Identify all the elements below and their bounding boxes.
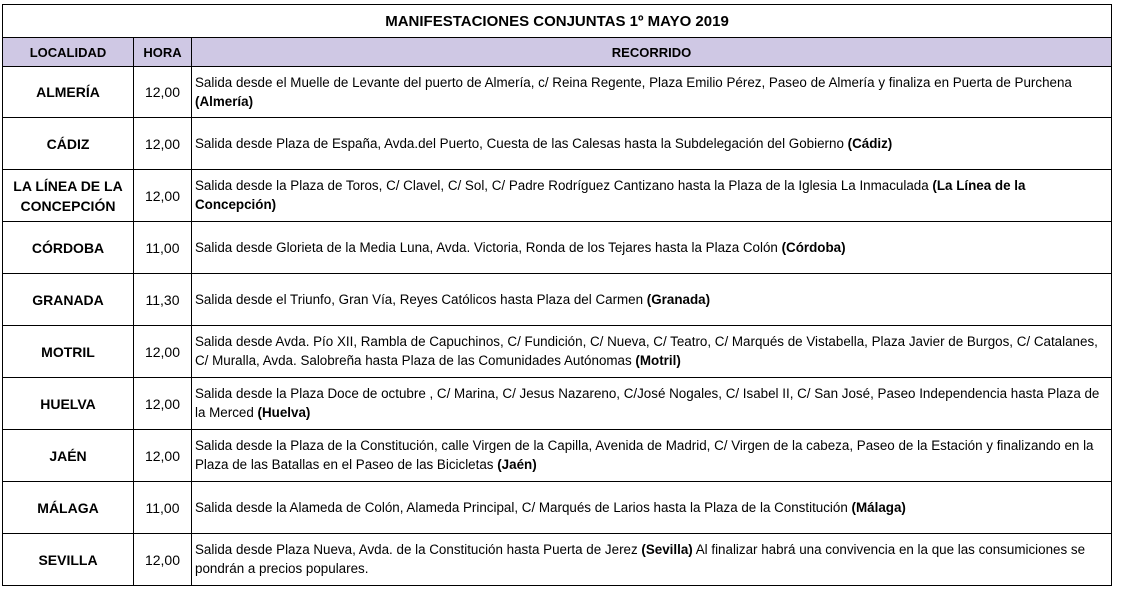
header-recorrido: RECORRIDO: [192, 38, 1112, 67]
localidad-cell: JAÉN: [3, 430, 134, 482]
recorrido-text: Salida desde Avda. Pío XII, Rambla de Capuchinos, C/ Fundición, C/ Nueva, C/ Teatro, C/ Marqués de Vistabella, Plaza Javier de Burgos, C/ Catalanes, C/ Muralla, Avda. Salobreña hasta Plaza de las Comunidades Autónomas: [195, 334, 1098, 368]
localidad-cell: HUELVA: [3, 378, 134, 430]
localidad-cell: LA LÍNEA DE LA CONCEPCIÓN: [3, 170, 134, 222]
recorrido-place: (Almería): [195, 93, 254, 109]
recorrido-place: (Huelva): [257, 405, 311, 420]
header-row: [3, 38, 1112, 67]
recorrido-cell: [192, 534, 1112, 586]
recorrido-place: (Motril): [635, 353, 681, 368]
table-row: [3, 274, 1112, 326]
recorrido-place: (Sevilla): [641, 542, 693, 557]
recorrido-place: (La Línea de la Concepción): [195, 178, 1026, 212]
recorrido-cell: [192, 274, 1112, 326]
recorrido-text: Salida desde la Plaza de la Constitución, calle Virgen de la Capilla, Avenida de Madrid, C/ Virgen de la cabeza, Paseo de la Estación y finalizando en la Plaza de las Batallas en el Paseo de las Bicicletas: [195, 438, 1094, 472]
recorrido-text: Salida desde el Triunfo, Gran Vía, Reyes Católicos hasta Plaza del Carmen: [195, 291, 647, 307]
table-row: [3, 482, 1112, 534]
recorrido-extra: Al finalizar habrá una convivencia en la que las consumiciones se pondrán a precios populares.: [195, 542, 1086, 576]
recorrido-text: Salida desde la Alameda de Colón, Alameda Principal, C/ Marqués de Larios hasta la Plaza de la Constitución: [195, 499, 852, 515]
table-row: [3, 222, 1112, 274]
hora-cell: 12,00: [134, 430, 192, 482]
recorrido-text: Salida desde Plaza Nueva, Avda. de la Constitución hasta Puerta de Jerez: [195, 542, 642, 557]
recorrido-cell: [192, 482, 1112, 534]
recorrido-text: Salida desde el Muelle de Levante del puerto de Almería, c/ Reina Regente, Plaza Emilio Pérez, Paseo de Almería y finaliza en Puerta de Purchena: [195, 74, 1072, 90]
title-row: [3, 5, 1112, 38]
recorrido-cell: [192, 67, 1112, 118]
table-row: [3, 326, 1112, 378]
recorrido-text: Salida desde Plaza de España, Avda.del Puerto, Cuesta de las Calesas hasta la Subdelegación del Gobierno: [195, 135, 848, 151]
recorrido-text: Salida desde la Plaza de Toros, C/ Clavel, C/ Sol, C/ Padre Rodríguez Cantizano hasta la Plaza de la Iglesia La Inmaculada: [195, 178, 933, 193]
localidad-cell: MOTRIL: [3, 326, 134, 378]
recorrido-cell: [192, 222, 1112, 274]
hora-cell: 12,00: [134, 67, 192, 118]
recorrido-cell: [192, 118, 1112, 170]
recorrido-cell: [192, 326, 1112, 378]
header-localidad: LOCALIDAD: [3, 38, 134, 67]
hora-cell: 12,00: [134, 118, 192, 170]
localidad-cell: CÓRDOBA: [3, 222, 134, 274]
recorrido-text: Salida desde la Plaza Doce de octubre , C/ Marina, C/ Jesus Nazareno, C/José Nogales, C/ Isabel II, C/ San José, Paseo Independencia hasta Plaza de la Merced: [195, 386, 1100, 420]
localidad-cell: MÁLAGA: [3, 482, 134, 534]
header-hora: HORA: [134, 38, 192, 67]
recorrido-place: (Granada): [646, 291, 711, 307]
localidad-cell: SEVILLA: [3, 534, 134, 586]
hora-cell: 11,00: [134, 222, 192, 274]
table-title: MANIFESTACIONES CONJUNTAS 1º MAYO 2019: [3, 5, 1112, 38]
hora-cell: 12,00: [134, 534, 192, 586]
recorrido-text: Salida desde Glorieta de la Media Luna, Avda. Victoria, Ronda de los Tejares hasta la Plaza Colón: [195, 239, 782, 255]
hora-cell: 12,00: [134, 326, 192, 378]
recorrido-cell: [192, 378, 1112, 430]
hora-cell: 11,00: [134, 482, 192, 534]
table-row: [3, 430, 1112, 482]
recorrido-cell: [192, 430, 1112, 482]
localidad-cell: ALMERÍA: [3, 67, 134, 118]
table-row: [3, 118, 1112, 170]
hora-cell: 12,00: [134, 170, 192, 222]
recorrido-cell: [192, 170, 1112, 222]
recorrido-place: (Cádiz): [847, 135, 893, 151]
recorrido-place: (Jaén): [497, 457, 537, 472]
table-row: [3, 170, 1112, 222]
table-row: [3, 67, 1112, 118]
localidad-cell: GRANADA: [3, 274, 134, 326]
recorrido-place: (Córdoba): [781, 239, 846, 255]
localidad-cell: CÁDIZ: [3, 118, 134, 170]
table-row: [3, 534, 1112, 586]
hora-cell: 12,00: [134, 378, 192, 430]
recorrido-place: (Málaga): [851, 499, 906, 515]
hora-cell: 11,30: [134, 274, 192, 326]
routes-table: [2, 4, 1112, 586]
table-row: [3, 378, 1112, 430]
